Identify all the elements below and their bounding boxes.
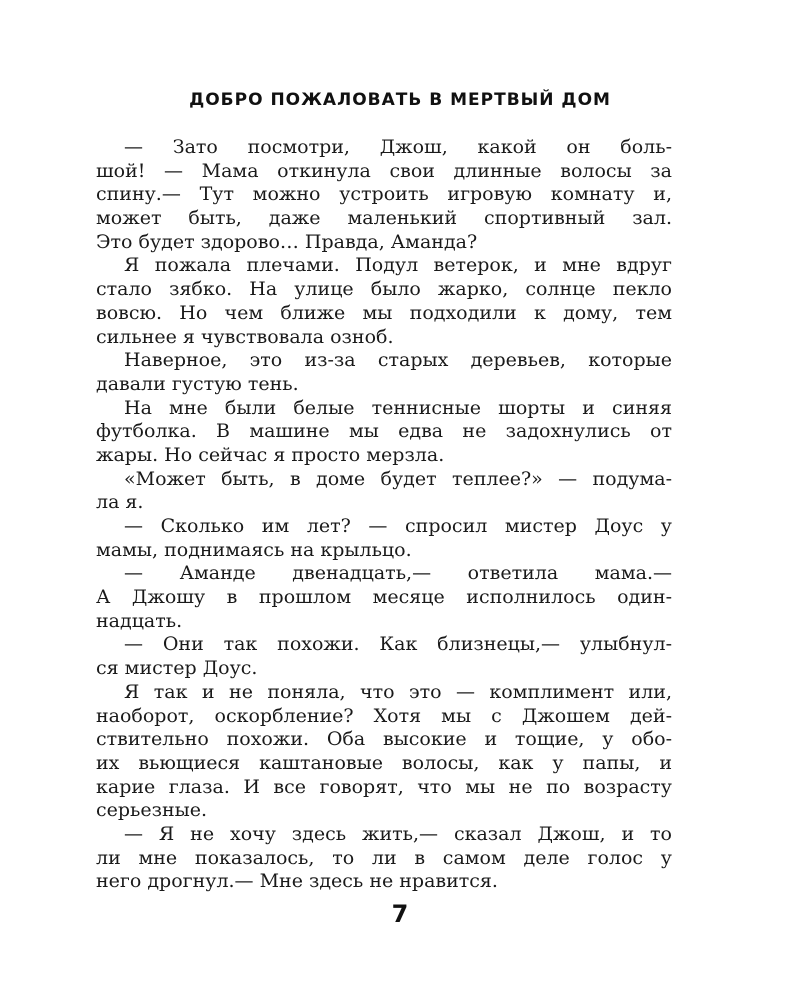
text-line: жары. Но сейчас я просто мерзла. — [96, 443, 445, 466]
text-line: карие глаза. И все говорят, что мы не по возрасту — [96, 775, 672, 798]
text-line: А Джошу в прошлом месяце исполнилось один- — [96, 586, 672, 609]
text-line: На мне были белые теннисные шорты и синяя — [124, 396, 672, 419]
text-line: их вьющиеся каштановые волосы, как у папы, и — [96, 751, 672, 774]
text-line: давали густую тень. — [96, 372, 299, 395]
text-line: стало зябко. На улице было жарко, солнце пекло — [96, 278, 672, 301]
text-line: Наверное, это из-за старых деревьев, которые — [124, 349, 672, 372]
text-line: — Зато посмотри, Джош, какой он боль- — [124, 136, 672, 158]
text-line: ла я. — [96, 491, 144, 514]
text-line: ся мистер Доус. — [96, 657, 258, 680]
text-line: него дрогнул.— Мне здесь не нравится. — [96, 870, 498, 893]
page-number: 7 — [391, 900, 409, 928]
text-line: Я так и не поняла, что это — комплимент или, — [124, 680, 672, 703]
text-line: мамы, поднимаясь на крыльцо. — [96, 538, 412, 561]
body-text — [96, 136, 672, 894]
text-line: надцать. — [96, 609, 183, 632]
text-line: ствительно похожи. Оба высокие и тощие, у обо- — [96, 728, 672, 751]
text-line: — Аманде двенадцать,— ответила мама.— — [124, 562, 672, 585]
text-line: может быть, даже маленький спортивный зал. — [96, 207, 672, 230]
text-line: серьезные. — [96, 799, 208, 822]
text-line: ли мне показалось, то ли в самом деле голос у — [96, 846, 672, 869]
text-line: вовсю. Но чем ближе мы подходили к дому, тем — [96, 301, 672, 324]
text-line: Это будет здорово… Правда, Аманда? — [96, 230, 478, 253]
text-line: футболка. В машине мы едва не задохнулись от — [96, 420, 672, 443]
text-line: — Они так похожи. Как близнецы,— улыбнул- — [124, 633, 672, 656]
text-line: «Может быть, в доме будет теплее?» — подума- — [124, 467, 672, 490]
text-line: шой! — Мама откинула свои длинные волосы за — [96, 159, 672, 182]
text-line: наоборот, оскорбление? Хотя мы с Джошем дей- — [96, 704, 672, 727]
text-line: спину.— Тут можно устроить игровую комнату и, — [96, 183, 672, 206]
text-line: сильнее я чувствовала озноб. — [96, 325, 394, 348]
text-line: — Я не хочу здесь жить,— сказал Джош, и то — [124, 822, 672, 845]
running-title: ДОБРО ПОЖАЛОВАТЬ В МЕРТВЫЙ ДОМ — [189, 90, 611, 110]
text-line: — Сколько им лет? — спросил мистер Доус у — [124, 515, 672, 537]
text-line: Я пожала плечами. Подул ветерок, и мне вдруг — [124, 254, 672, 277]
